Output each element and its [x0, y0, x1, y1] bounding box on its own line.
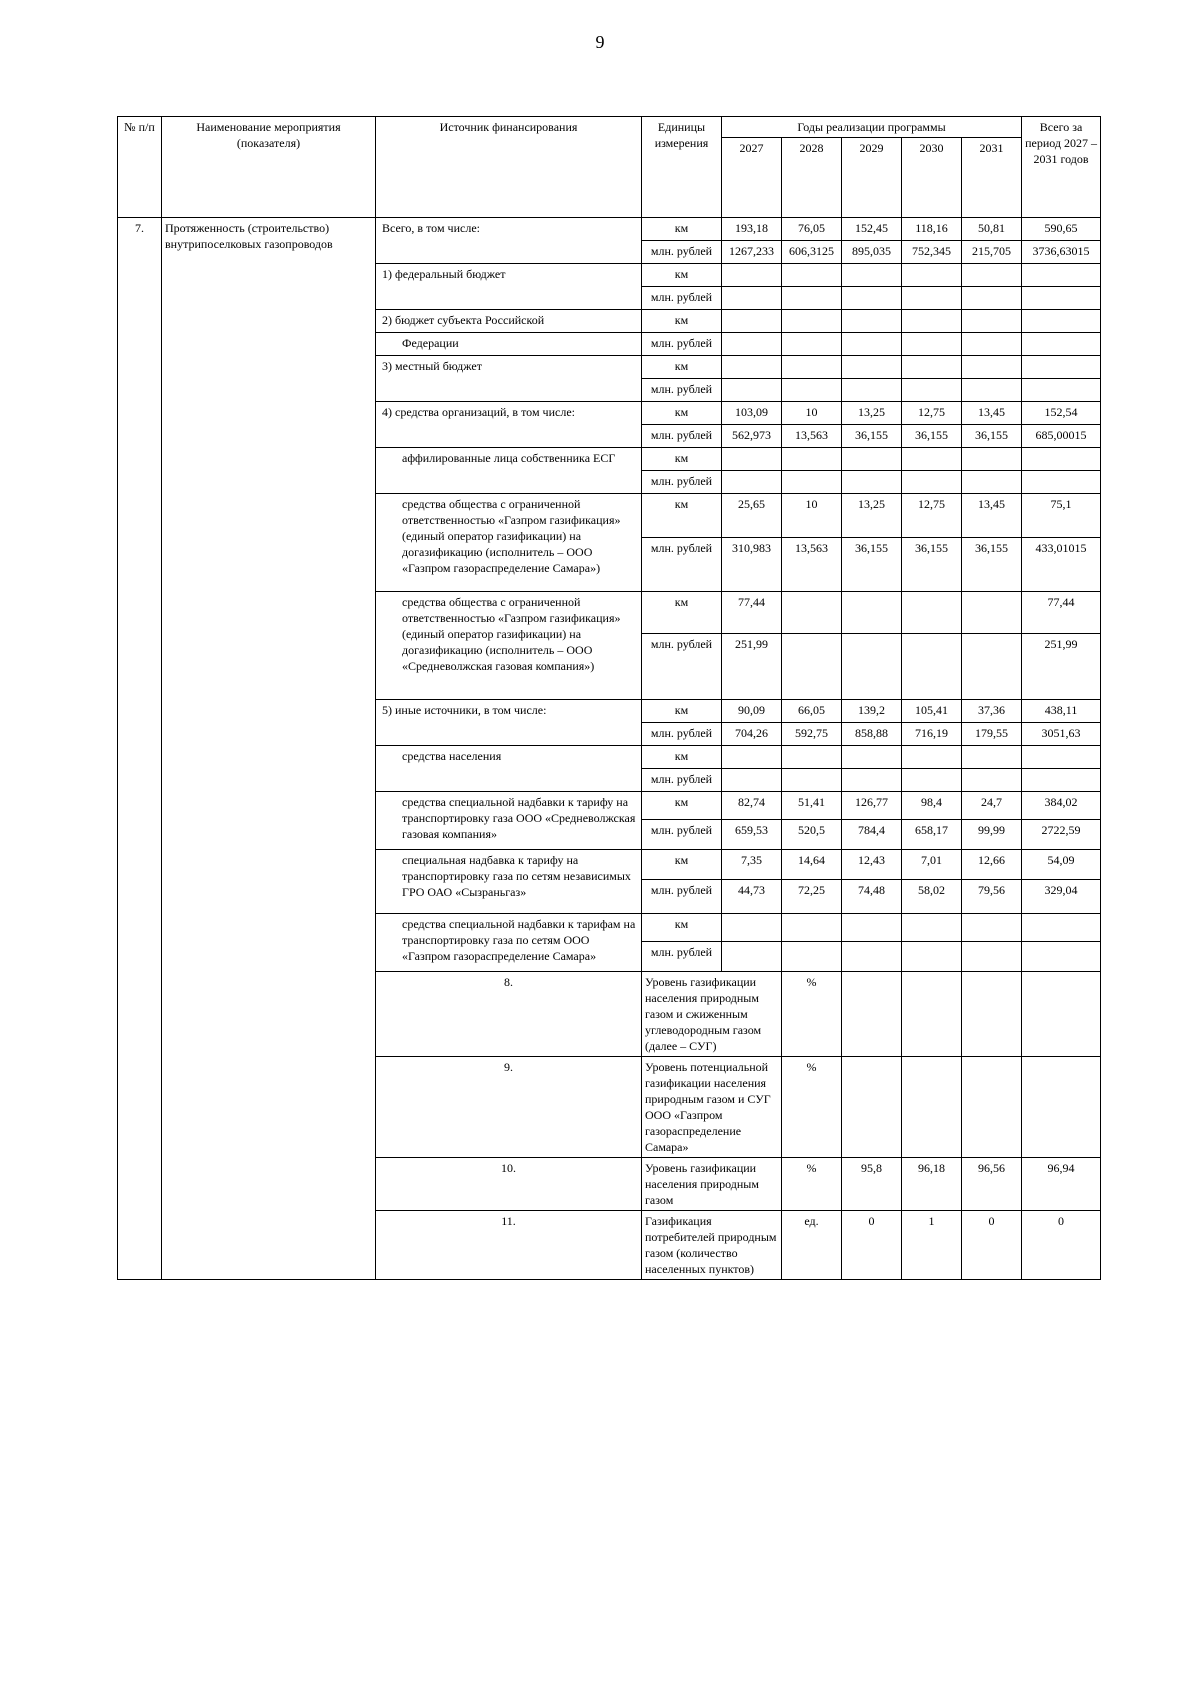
unit-cell: млн. рублей	[642, 723, 722, 746]
header-num: № п/п	[118, 117, 162, 218]
row-num: 9.	[376, 1057, 642, 1158]
unit-cell: млн. рублей	[642, 287, 722, 310]
value-cell: 13,563	[782, 538, 842, 592]
value-cell: 139,2	[842, 700, 902, 723]
table-header-row	[118, 117, 1101, 138]
value-cell: 716,19	[902, 723, 962, 746]
unit-cell: км	[642, 356, 722, 379]
header-name: Наименование мероприятия (показателя)	[162, 117, 376, 218]
source-label: средства специальной надбавки к тарифу на транспортировку газа ООО «Средневолжская газовая компания»	[376, 792, 642, 850]
value-cell: 24,7	[962, 792, 1022, 820]
value-cell: 50,81	[962, 218, 1022, 241]
value-cell: 13,45	[962, 402, 1022, 425]
unit-cell: км	[642, 402, 722, 425]
unit-cell: млн. рублей	[642, 471, 722, 494]
unit-cell: млн. рублей	[642, 241, 722, 264]
value-cell: 784,4	[842, 820, 902, 850]
value-cell: 685,00015	[1022, 425, 1101, 448]
value-cell: 310,983	[722, 538, 782, 592]
unit-cell: км	[642, 700, 722, 723]
value-cell: 3736,63015	[1022, 241, 1101, 264]
value-cell: 562,973	[722, 425, 782, 448]
source-label: средства населения	[376, 746, 642, 792]
value-cell: 215,705	[962, 241, 1022, 264]
value-cell: 752,345	[902, 241, 962, 264]
value-cell: 36,155	[962, 425, 1022, 448]
value-cell: 520,5	[782, 820, 842, 850]
value-cell: 95,8	[842, 1158, 902, 1211]
value-cell: 25,65	[722, 494, 782, 538]
value-cell: 152,45	[842, 218, 902, 241]
unit-cell: км	[642, 310, 722, 333]
unit-cell: млн. рублей	[642, 425, 722, 448]
value-cell: 590,65	[1022, 218, 1101, 241]
header-year: 2030	[902, 138, 962, 218]
source-label: 2) бюджет субъекта Российской	[376, 310, 642, 333]
row-name: Протяженность (строительство) внутрипоселковых газопроводов	[162, 218, 376, 1280]
unit-cell: км	[642, 792, 722, 820]
value-cell: 13,25	[842, 494, 902, 538]
value-cell: 77,44	[722, 592, 782, 634]
value-cell: 36,155	[842, 538, 902, 592]
unit-cell: млн. рублей	[642, 769, 722, 792]
source-label: средства общества с ограниченной ответственностью «Газпром газификация» (единый оператор газификации) на догазификацию (исполнитель – ООО «Средневолжская газовая компания»)	[376, 592, 642, 700]
unit-cell: %	[782, 972, 842, 1057]
source-label: 1) федеральный бюджет	[376, 264, 642, 310]
value-cell: 77,44	[1022, 592, 1101, 634]
unit-cell: км	[642, 592, 722, 634]
value-cell: 7,01	[902, 850, 962, 880]
unit-cell: км	[642, 914, 722, 942]
value-cell: 10	[782, 494, 842, 538]
value-cell: 7,35	[722, 850, 782, 880]
unit-cell: км	[642, 494, 722, 538]
value-cell: 12,75	[902, 402, 962, 425]
value-cell: 12,66	[962, 850, 1022, 880]
value-cell: 82,74	[722, 792, 782, 820]
unit-cell: км	[642, 746, 722, 769]
value-cell: 179,55	[962, 723, 1022, 746]
unit-cell: %	[782, 1057, 842, 1158]
value-cell: 3051,63	[1022, 723, 1101, 746]
program-table	[117, 116, 1101, 1280]
value-cell: 384,02	[1022, 792, 1101, 820]
row-num: 10.	[376, 1158, 642, 1211]
row-name: Газификация потребителей природным газом (количество населенных пунктов)	[642, 1211, 782, 1280]
value-cell: 659,53	[722, 820, 782, 850]
value-cell: 37,36	[962, 700, 1022, 723]
value-cell: 90,09	[722, 700, 782, 723]
header-unit: Единицы измерения	[642, 117, 722, 218]
row-num: 11.	[376, 1211, 642, 1280]
header-year: 2028	[782, 138, 842, 218]
unit-cell: млн. рублей	[642, 634, 722, 700]
header-total: Всего за период 2027 – 2031 годов	[1022, 117, 1101, 218]
value-cell: 66,05	[782, 700, 842, 723]
value-cell: 75,1	[1022, 494, 1101, 538]
value-cell: 79,56	[962, 880, 1022, 914]
row-name: Уровень газификации населения природным газом	[642, 1158, 782, 1211]
value-cell: 329,04	[1022, 880, 1101, 914]
value-cell: 13,25	[842, 402, 902, 425]
value-cell: 606,3125	[782, 241, 842, 264]
unit-cell: км	[642, 218, 722, 241]
value-cell: 98,4	[902, 792, 962, 820]
value-cell: 103,09	[722, 402, 782, 425]
header-year: 2029	[842, 138, 902, 218]
value-cell: 433,01015	[1022, 538, 1101, 592]
value-cell: 99,99	[962, 820, 1022, 850]
value-cell: 592,75	[782, 723, 842, 746]
value-cell: 36,155	[842, 425, 902, 448]
value-cell: 54,09	[1022, 850, 1101, 880]
row-num: 7.	[118, 218, 162, 1280]
value-cell: 36,155	[902, 425, 962, 448]
value-cell: 1	[902, 1211, 962, 1280]
value-cell: 105,41	[902, 700, 962, 723]
unit-cell: млн. рублей	[642, 820, 722, 850]
value-cell: 74,48	[842, 880, 902, 914]
value-cell: 96,18	[902, 1158, 962, 1211]
value-cell: 58,02	[902, 880, 962, 914]
value-cell: 12,43	[842, 850, 902, 880]
value-cell: 36,155	[962, 538, 1022, 592]
value-cell: 96,56	[962, 1158, 1022, 1211]
value-cell: 0	[1022, 1211, 1101, 1280]
value-cell: 193,18	[722, 218, 782, 241]
value-cell: 51,41	[782, 792, 842, 820]
source-label: специальная надбавка к тарифу на транспортировку газа по сетям независимых ГРО ОАО «Сызраньгаз»	[376, 850, 642, 914]
table-row	[118, 218, 1101, 241]
unit-cell: млн. рублей	[642, 379, 722, 402]
header-year: 2031	[962, 138, 1022, 218]
unit-cell: млн. рублей	[642, 880, 722, 914]
unit-cell: км	[642, 264, 722, 287]
value-cell: 96,94	[1022, 1158, 1101, 1211]
unit-cell: км	[642, 448, 722, 471]
value-cell: 895,035	[842, 241, 902, 264]
value-cell: 251,99	[1022, 634, 1101, 700]
source-label: средства общества с ограниченной ответственностью «Газпром газификация» (единый оператор газификации) на догазификацию (исполнитель – ООО «Газпром газораспределение Самара»)	[376, 494, 642, 592]
header-years-title: Годы реализации программы	[722, 117, 1022, 138]
source-label: средства специальной надбавки к тарифам на транспортировку газа по сетям ООО «Газпром газораспределение Самара»	[376, 914, 642, 972]
value-cell: 2722,59	[1022, 820, 1101, 850]
value-cell: 658,17	[902, 820, 962, 850]
source-label: 4) средства организаций, в том числе:	[376, 402, 642, 448]
value-cell: 14,64	[782, 850, 842, 880]
value-cell: 76,05	[782, 218, 842, 241]
unit-cell: км	[642, 850, 722, 880]
unit-cell: млн. рублей	[642, 538, 722, 592]
value-cell: 72,25	[782, 880, 842, 914]
value-cell: 438,11	[1022, 700, 1101, 723]
value-cell: 13,563	[782, 425, 842, 448]
unit-cell: ед.	[782, 1211, 842, 1280]
row-name: Уровень потенциальной газификации населения природным газом и СУГ ООО «Газпром газораспределение Самара»	[642, 1057, 782, 1158]
value-cell: 44,73	[722, 880, 782, 914]
source-label: Федерации	[376, 333, 642, 356]
value-cell: 13,45	[962, 494, 1022, 538]
value-cell: 0	[842, 1211, 902, 1280]
value-cell: 858,88	[842, 723, 902, 746]
value-cell: 704,26	[722, 723, 782, 746]
row-num: 8.	[376, 972, 642, 1057]
value-cell: 36,155	[902, 538, 962, 592]
source-label: аффилированные лица собственника ЕСГ	[376, 448, 642, 494]
value-cell: 251,99	[722, 634, 782, 700]
value-cell: 1267,233	[722, 241, 782, 264]
header-source: Источник финансирования	[376, 117, 642, 218]
unit-cell: %	[782, 1158, 842, 1211]
unit-cell: млн. рублей	[642, 333, 722, 356]
source-label: Всего, в том числе:	[376, 218, 642, 264]
source-label: 3) местный бюджет	[376, 356, 642, 402]
unit-cell: млн. рублей	[642, 942, 722, 972]
source-label: 5) иные источники, в том числе:	[376, 700, 642, 746]
header-year: 2027	[722, 138, 782, 218]
row-name: Уровень газификации населения природным газом и сжиженным углеводородным газом (далее – СУГ)	[642, 972, 782, 1057]
value-cell: 0	[962, 1211, 1022, 1280]
value-cell: 118,16	[902, 218, 962, 241]
value-cell: 152,54	[1022, 402, 1101, 425]
page-number: 9	[595, 32, 605, 52]
value-cell: 12,75	[902, 494, 962, 538]
value-cell: 10	[782, 402, 842, 425]
value-cell: 126,77	[842, 792, 902, 820]
